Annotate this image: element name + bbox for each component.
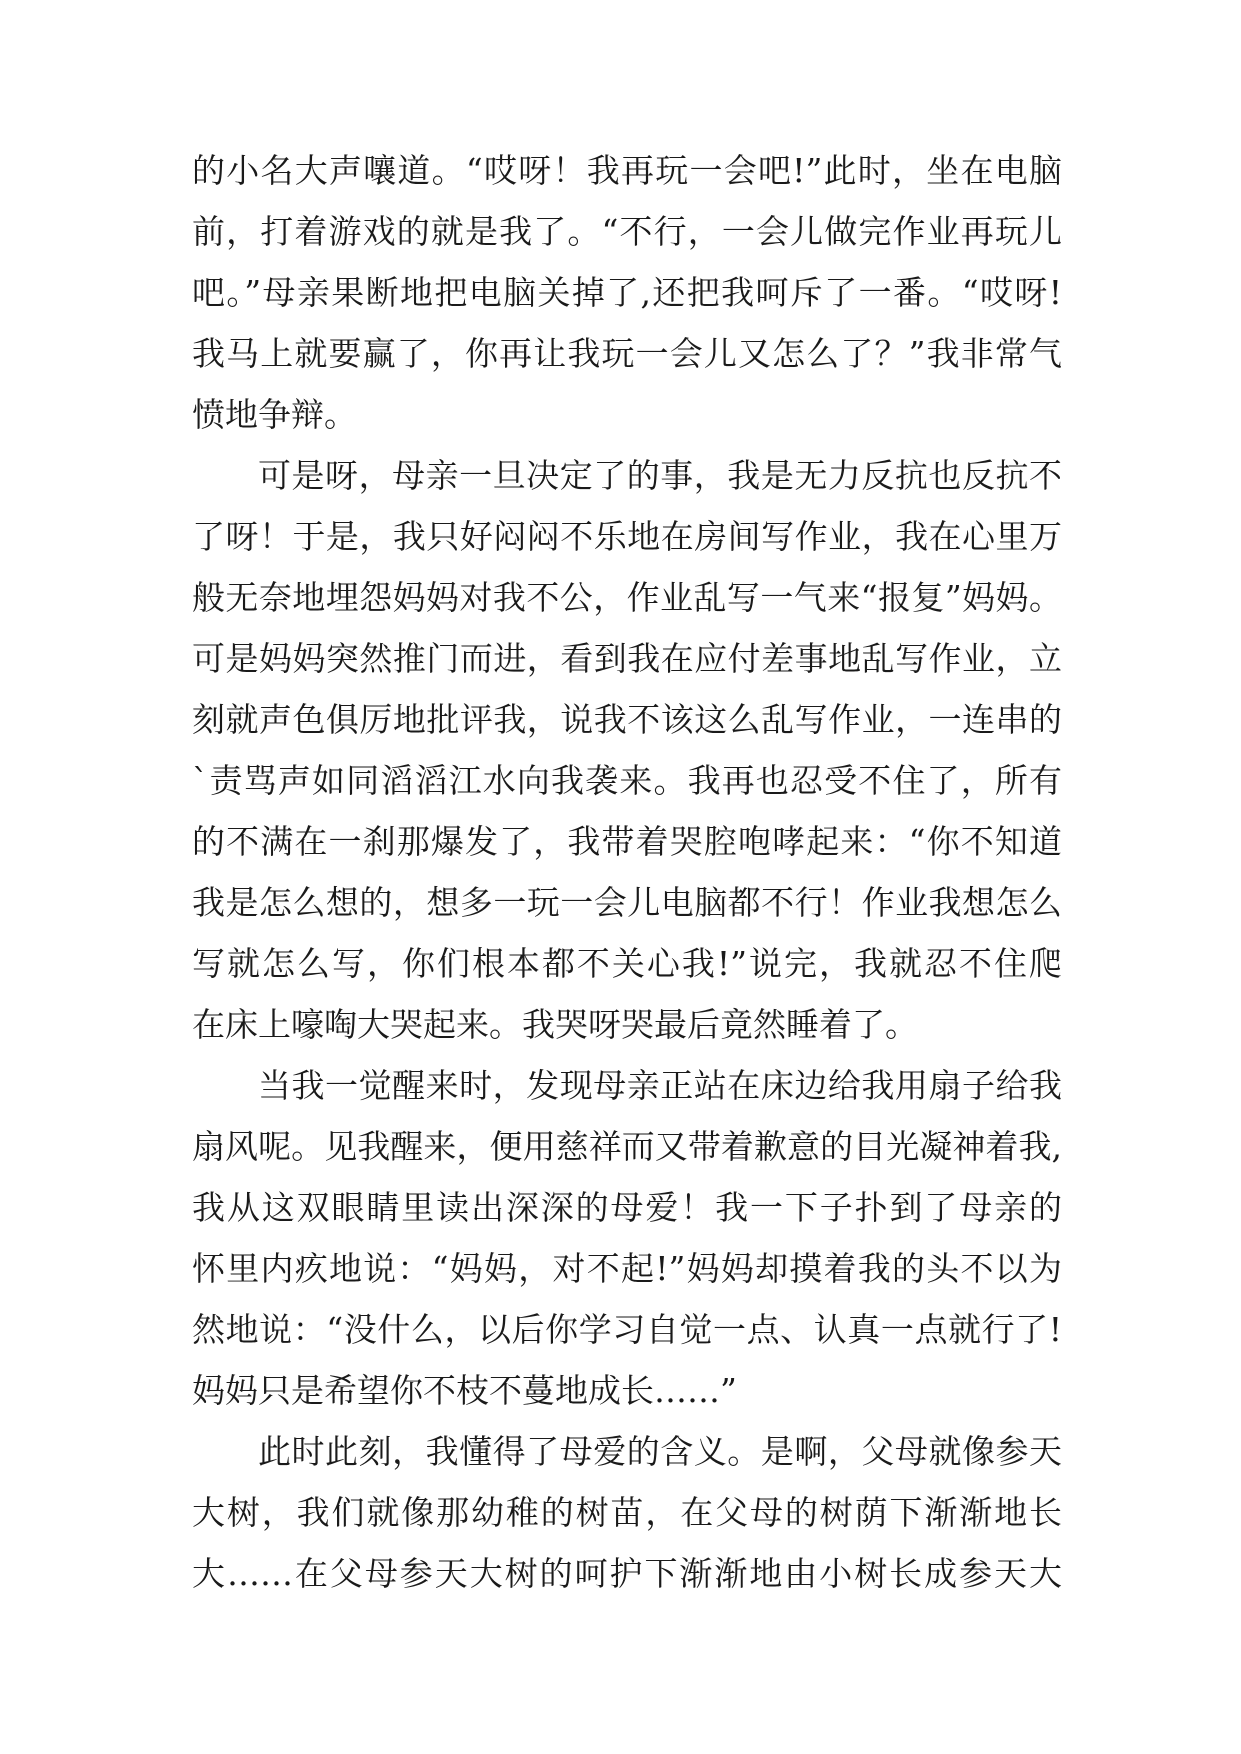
text-line: 愤地争辩。 <box>192 395 357 434</box>
text-line: 吧。”母亲果断地把电脑关掉了,还把我呵斥了一番。“哎呀! <box>192 273 1062 312</box>
text-line: 了呀！于是，我只好闷闷不乐地在房间写作业，我在心里万 <box>192 517 1062 556</box>
text-line: 般无奈地埋怨妈妈对我不公，作业乱写一气来“报复”妈妈。 <box>192 578 1062 617</box>
text-line: 的不满在一刹那爆发了，我带着哭腔咆哮起来：“你不知道 <box>192 822 1062 861</box>
text-line: 我是怎么想的，想多一玩一会儿电脑都不行！作业我想怎么 <box>192 883 1062 922</box>
paragraph-first-line: 此时此刻，我懂得了母爱的含义。是啊，父母就像参天 <box>258 1432 1062 1471</box>
paragraph-first-line: 当我一觉醒来时，发现母亲正站在床边给我用扇子给我 <box>258 1066 1062 1105</box>
text-line: 前，打着游戏的就是我了。“不行，一会儿做完作业再玩儿 <box>192 212 1062 251</box>
text-line: 怀里内疚地说：“妈妈，对不起!”妈妈却摸着我的头不以为 <box>192 1249 1062 1288</box>
text-line: 我马上就要赢了，你再让我玩一会儿又怎么了？”我非常气 <box>192 334 1062 373</box>
text-line: 大树，我们就像那幼稚的树苗，在父母的树荫下渐渐地长 <box>192 1493 1062 1532</box>
text-line: 扇风呢。见我醒来，便用慈祥而又带着歉意的目光凝神着我, <box>192 1127 1062 1166</box>
text-line: 妈妈只是希望你不枝不蔓地成长……” <box>192 1371 737 1410</box>
text-line: 可是妈妈突然推门而进，看到我在应付差事地乱写作业，立 <box>192 639 1062 678</box>
text-line: `责骂声如同滔滔江水向我袭来。我再也忍受不住了，所有 <box>192 761 1062 800</box>
text-line: 我从这双眼睛里读出深深的母爱！我一下子扑到了母亲的 <box>192 1188 1062 1227</box>
text-line: 的小名大声嚷道。“哎呀！我再玩一会吧!”此时，坐在电脑 <box>192 151 1062 190</box>
text-line: 写就怎么写，你们根本都不关心我!”说完，我就忍不住爬 <box>192 944 1062 983</box>
text-line: 在床上嚎啕大哭起来。我哭呀哭最后竟然睡着了。 <box>192 1005 918 1044</box>
text-line: 然地说：“没什么，以后你学习自觉一点、认真一点就行了! <box>192 1310 1062 1349</box>
essay-body <box>192 140 1062 1604</box>
text-line: 大……在父母参天大树的呵护下渐渐地由小树长成参天大 <box>192 1554 1062 1593</box>
paragraph-first-line: 可是呀，母亲一旦决定了的事，我是无力反抗也反抗不 <box>258 456 1062 495</box>
text-line: 刻就声色俱厉地批评我，说我不该这么乱写作业，一连串的 <box>192 700 1062 739</box>
